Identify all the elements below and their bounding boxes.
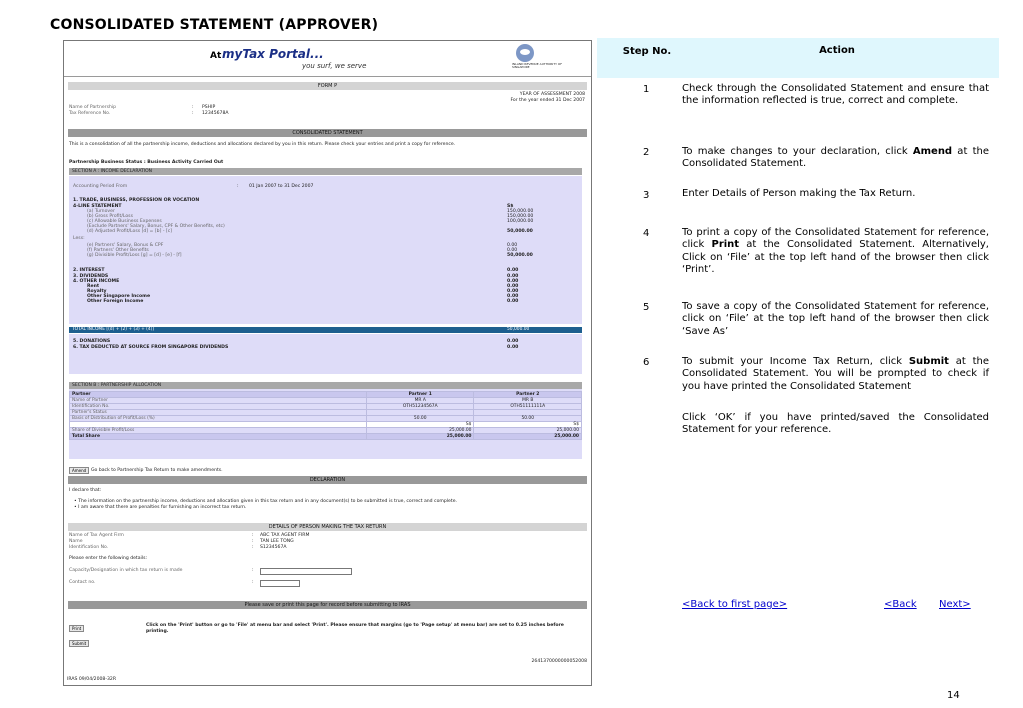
income-line-label: Rent <box>87 284 100 289</box>
save-print-bar: Please save or print this page for record before submitting to IRAS <box>68 601 587 609</box>
person-id-label: Identification No. <box>69 545 109 550</box>
total-income-bar <box>69 327 582 333</box>
partner-table-row <box>70 434 582 440</box>
step-text: To submit your Income Tax Return, click Submit at the Consolidated Statement. You will be prompted to check if you have printed the Consolidated Statement <box>682 356 989 392</box>
amend-button[interactable]: Amend <box>69 467 89 474</box>
reference-number: 2641370000000052008 <box>531 659 587 664</box>
partner-table-cell: OTH51234567A <box>366 404 474 410</box>
income-line-label: (d) Adjusted Profit/Loss [d] = [b] - [c] <box>87 229 173 234</box>
step-number: 3 <box>643 190 650 201</box>
print-keyword: Print <box>711 239 740 251</box>
partner-table-header: Partner 1 <box>366 392 474 398</box>
section-a-tail <box>69 334 582 374</box>
income-line-value: 0.00 <box>507 294 519 299</box>
step-text: To save a copy of the Consolidated Statement for reference, click on ‘File’ at the top left hand of the browser then click ‘Save As’ <box>682 301 989 337</box>
declare-point-1: • The information on the partnership income, deductions and allocation given in this tax return and in any document(s) to be submitted is true, correct and complete. <box>74 499 457 504</box>
partner-table-cell: S$ <box>474 422 582 428</box>
income-line-label: 3. DIVIDENDS <box>73 274 109 279</box>
partner-table-header: Partner 2 <box>474 392 582 398</box>
partner-table-cell: 50.00 <box>366 416 474 422</box>
income-line-label: Other Foreign Income <box>87 299 144 304</box>
action-header: Action <box>819 45 855 56</box>
submit-button[interactable]: Submit <box>69 640 89 647</box>
partner-table-cell: 25,000.00 <box>366 428 474 434</box>
details-person-bar: DETAILS OF PERSON MAKING THE TAX RETURN <box>68 523 587 531</box>
income-line-label: Less: <box>73 236 85 241</box>
extra-note: Click ‘OK’ if you have printed/saved the Consolidated Statement for your reference. <box>682 412 989 436</box>
income-line-value: 0.00 <box>507 299 519 304</box>
partner-allocation-table <box>69 391 582 440</box>
portal-tagline: you surf, we serve <box>302 62 367 70</box>
income-line-label: Royalty <box>87 289 107 294</box>
step-number: 2 <box>643 147 650 158</box>
partnership-name-value: PSHIP <box>202 105 216 110</box>
agent-label: Name of Tax Agent Firm <box>69 533 124 538</box>
step-number: 5 <box>643 302 650 313</box>
step-number: 1 <box>643 84 650 95</box>
contact-label: Contact no. <box>69 580 96 585</box>
step-number: 4 <box>643 228 650 239</box>
back-to-first-page-link[interactable]: <Back to first page> <box>682 599 788 610</box>
intro-text: This is a consolidation of all the partnership income, deductions and allocations declared by you in this return. Please check your entries and print a copy for reference. <box>69 142 456 147</box>
partner-table-cell: 25,000.00 <box>474 434 582 440</box>
business-status: Partnership Business Status : Business Activity Carried Out <box>69 160 224 165</box>
year-of-assessment: YEAR OF ASSESSMENT 2008 <box>519 92 585 97</box>
income-line-label: 4-LINE STATEMENT <box>73 204 122 209</box>
page-number: 14 <box>947 690 960 701</box>
page-title: CONSOLIDATED STATEMENT (APPROVER) <box>50 17 379 33</box>
capacity-input[interactable] <box>260 568 352 575</box>
tax-ref-value: 12345678A <box>202 111 229 116</box>
step-text: To print a copy of the Consolidated Statement for reference, click Print at the Consolidated Statement. Alternatively, Click on ‘File’ at the top left hand of the browser then click ‘Print’. <box>682 227 989 276</box>
income-line-value: 0.00 <box>507 279 519 284</box>
partner-table-cell: 25,000.00 <box>474 428 582 434</box>
declare-that: I declare that: <box>69 488 102 493</box>
income-line-value: 50,000.00 <box>507 253 533 258</box>
step-no-header: Step No. <box>622 46 672 57</box>
step-text: To make changes to your declaration, click Amend at the Consolidated Statement. <box>682 146 989 170</box>
person-name-value: TAN LEE TONG <box>260 539 294 544</box>
agent-value: ABC TAX AGENT FIRM <box>260 533 310 538</box>
partner-table-cell: Total Share <box>70 434 367 440</box>
income-line-label: (b) Gross Profit/Loss <box>87 214 133 219</box>
back-link[interactable]: <Back <box>884 599 917 610</box>
banner-at: At <box>210 51 222 61</box>
step-number: 6 <box>643 357 650 368</box>
footer-code: IRAS 09/04/2008-32R <box>67 677 117 682</box>
amend-hint: Go back to Partnership Tax Return to make amendments. <box>91 468 223 473</box>
form-label-bar: FORM P <box>68 82 587 90</box>
tax-deducted-label: 6. TAX DEDUCTED AT SOURCE FROM SINGAPORE DIVIDENDS <box>73 345 229 350</box>
portal-brand: myTax Portal... <box>222 47 324 61</box>
next-link[interactable]: Next> <box>939 599 971 610</box>
tax-ref-label: Tax Reference No. <box>69 111 111 116</box>
income-line-label: 1. TRADE, BUSINESS, PROFESSION OR VOCATION <box>73 198 200 203</box>
year-ended: For the year ended 31 Dec 2007 <box>510 98 585 103</box>
tax-deducted-value: 0.00 <box>507 345 519 350</box>
partner-table-cell: Name of Partner <box>70 398 367 404</box>
print-hint: Click on the 'Print' button or go to 'File' at menu bar and select 'Print'. Please ensure that margins (go to 'Page setup' at menu bar) are set to 0.25 inches before printing. <box>146 623 564 634</box>
iras-logo-icon <box>516 44 534 62</box>
partner-table-header: Partner <box>70 392 367 398</box>
partner-table-cell: Share of Divisible Profit/Loss <box>70 428 367 434</box>
portal-banner <box>64 41 591 77</box>
section-b-header: SECTION B : PARTNERSHIP ALLOCATION <box>69 382 582 389</box>
income-line-value: S$ <box>507 204 514 209</box>
income-line-value: 0.00 <box>507 248 518 253</box>
income-line-value: 150,000.00 <box>507 209 534 214</box>
partner-table-cell: MR A <box>366 398 474 404</box>
total-income-value: 50,000.00 <box>507 327 530 332</box>
consolidated-statement-bar: CONSOLIDATED STATEMENT <box>68 129 587 137</box>
partner-table-cell: MR B <box>474 398 582 404</box>
income-line-value: 50,000.00 <box>507 229 533 234</box>
income-line-label: (a) Turnover <box>87 209 115 214</box>
total-income-label: TOTAL INCOME [(d) + (2) + (3) + (4)] <box>72 327 155 332</box>
income-line-value: 0.00 <box>507 289 519 294</box>
accounting-period-value: 01 Jan 2007 to 31 Dec 2007 <box>249 184 314 189</box>
partner-table-cell: Identification No. <box>70 404 367 410</box>
partnership-name-label: Name of Partnership <box>69 105 117 110</box>
partner-table-cell: 50.00 <box>474 416 582 422</box>
partner-table-cell: 25,000.00 <box>366 434 474 440</box>
partner-table-cell: Partner's Status <box>70 410 367 416</box>
partner-table-cell: Basis of Distribution of Profit/Loss (%) <box>70 416 367 422</box>
submit-keyword: Submit <box>908 356 949 367</box>
donations-label: 5. DONATIONS <box>73 339 111 344</box>
contact-input[interactable] <box>260 580 300 587</box>
income-line-value: 0.00 <box>507 284 519 289</box>
consolidated-statement-screenshot: At myTax Portal... you surf, we serve INLAND REVENUE AUTHORITY OF SINGAPORE FORM P YEAR OF ASSESSMENT 2008 For the year ended 31 Dec 2007 Name of Partnership : PSHIP Tax Reference No. : 12345678A CONSOLIDATED STATEMENT This is a consolidation of all the partnership income, deductions and allocations declared by you in this return. Please check your entries and print a copy for reference. Partnership Business Status : Business Activity Carried Out SECTION A : INCOME DECLARATION Accounting Period From : 01 Jan 2007 to 31 Dec 2007 1. TRADE, BUSINESS, PROFESSION OR VOCATION 4-LINE STATEMENT S$ (a) Turnover 150,000.00 (b) Gross Profit/Loss 150,000.00 (c) Allowable Business Expenses 100,000.00 (Exclude Partners' Salary, Bonus, CPF & Other Benefits, etc) (d) Adjusted Profit/Loss [d] = [b] - [c] 50,000.00 Less: (e) Partners' Salary, Bonus & CPF 0.00 (f) Partners' Other Benefits 0.00 (g) Divisible Profit/Loss [g] = [d] - [e] - [f] 50,000.00 2. INTEREST 0.00 3. DIVIDENDS 0.00 4. OTHER INCOME 0.00 Rent 0.00 Royalty 0.00 Other Singapore Income 0.00 Other Foreign Income 0.00 TOTAL INCOME [(d) + (2) + (3) + (4)] 50,000.00 5. DONATIONS 0.00 6. TAX DEDUCTED AT SOURCE FROM SINGAPORE DIVIDENDS 0.00 SECTION B : PARTNERSHIP ALLOCATION Partner Partner 1 Partner 2 Name of Partner MR A MR B Identification No. OTH51234567A OTH51111111A Partner's Status Basis of Distribution of Profit/Loss (%) 50.00 50.00 S$ S$ Share of Divisible Profit/Loss 25,000.00 25,000.00 Total Share 25,000.00 25,000.00 Amend Go back to Partnership Tax Return to make amendments. DECLARATION I declare that: • The information on the partnership income, deductions and allocation given in this tax return and in any document(s) to be submitted is true, correct and complete. • I am aware that there are penalties for furnishing an incorrect tax return. DETAILS OF PERSON MAKING THE TAX RETURN Name of Tax Agent Firm : ABC TAX AGENT FIRM Name : TAN LEE TONG Identification No. : S1234567A Please enter the following details: Capacity/Designation in which tax return is made : Contact no. : Please save or print this page for record before submitting to IRAS Print Click on the 'Print' button or go to 'File' at menu bar and select 'Print'. Please ensure that margins (go to 'Page setup' at menu bar) are set to 0.25 inches before printing. Submit 2641370000000052008 IRAS 09/04/2008-32R <box>63 40 592 686</box>
income-line-label: (f) Partners' Other Benefits <box>87 248 149 253</box>
income-line-value: 0.00 <box>507 268 519 273</box>
income-line-value: 150,000.00 <box>507 214 534 219</box>
income-line-value: 100,000.00 <box>507 219 534 224</box>
income-line-label: (e) Partners' Salary, Bonus & CPF <box>87 243 164 248</box>
steps-table-header <box>597 38 999 78</box>
authority-name: INLAND REVENUE AUTHORITY OF SINGAPORE <box>512 62 563 70</box>
income-line-value: 0.00 <box>507 243 518 248</box>
steps-table <box>597 38 999 78</box>
capacity-label: Capacity/Designation in which tax return is made <box>69 568 183 573</box>
income-line-label: Other Singapore Income <box>87 294 151 299</box>
step-text: Check through the Consolidated Statement and ensure that the information reflected is true, correct and complete. <box>682 83 989 107</box>
partner-table-cell: OTH51111111A <box>474 404 582 410</box>
partner-table-cell: S$ <box>366 422 474 428</box>
income-line-value: 0.00 <box>507 274 519 279</box>
section-a-header: SECTION A : INCOME DECLARATION <box>69 168 582 175</box>
enter-details: Please enter the following details: <box>69 556 148 561</box>
section-a-body: Accounting Period From : 01 Jan 2007 to 31 Dec 2007 1. TRADE, BUSINESS, PROFESSION OR VOCATION 4-LINE STATEMENT S$ (a) Turnover 150,000.00 (b) Gross Profit/Loss 150,000.00 (c) Allowable Business Expenses 100,000.00 (Exclude Partners' Salary, Bonus, CPF & Other Benefits, etc) (d) Adjusted Profit/Loss [d] = [b] - [c] 50,000.00 Less: (e) Partners' Salary, Bonus & CPF 0.00 (f) Partners' Other Benefits 0.00 (g) Divisible Profit/Loss [g] = [d] - [e] - [f] 50,000.00 2. INTEREST 0.00 3. DIVIDENDS 0.00 4. OTHER INCOME 0.00 Rent 0.00 Royalty 0.00 Other Singapore Income 0.00 Other Foreign Income 0.00 <box>69 176 582 324</box>
person-name-label: Name <box>69 539 83 544</box>
income-line-label: 2. INTEREST <box>73 268 105 273</box>
income-line-label: (c) Allowable Business Expenses <box>87 219 162 224</box>
step-text: Enter Details of Person making the Tax Return. <box>682 188 916 199</box>
person-id-value: S1234567A <box>260 545 287 550</box>
declaration-bar: DECLARATION <box>68 476 587 484</box>
accounting-period-label: Accounting Period From <box>73 184 128 189</box>
declare-point-2: • I am aware that there are penalties for furnishing an incorrect tax return. <box>74 505 247 510</box>
print-button[interactable]: Print <box>69 625 84 632</box>
donations-value: 0.00 <box>507 339 519 344</box>
amend-keyword: Amend <box>912 146 953 157</box>
income-line-label: (g) Divisible Profit/Loss [g] = [d] - [e] - [f] <box>87 253 182 258</box>
income-line-label: (Exclude Partners' Salary, Bonus, CPF & Other Benefits, etc) <box>87 224 225 229</box>
income-line-label: 4. OTHER INCOME <box>73 279 120 284</box>
